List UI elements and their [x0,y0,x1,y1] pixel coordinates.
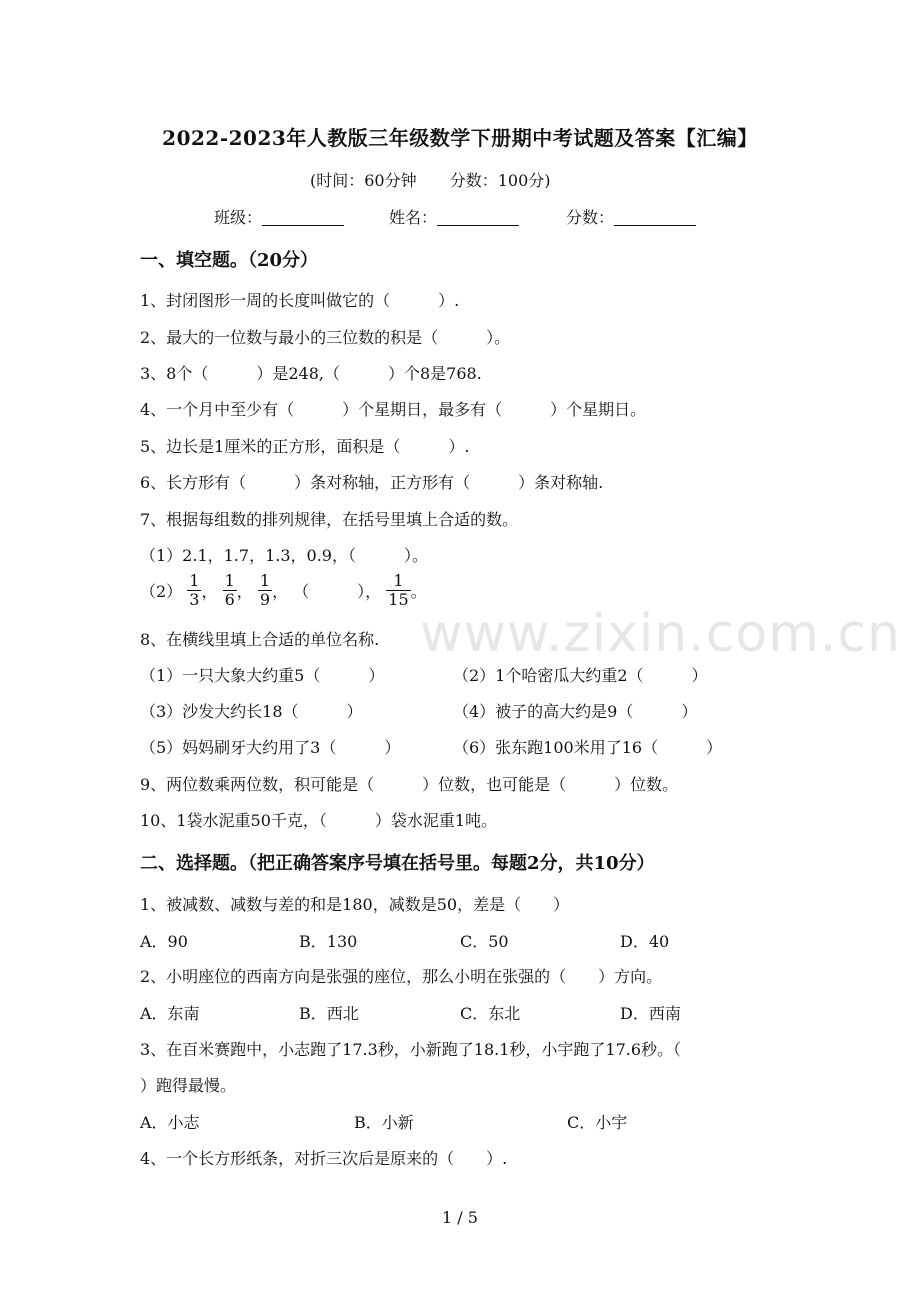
section2-heading: 二、选择题。（把正确答案序号填在括号里。每题2分，共10分） [140,853,655,874]
class-blank[interactable] [262,209,344,226]
q1-option-c: C．50 [460,932,509,951]
class-field [214,205,344,228]
q7-2-blank: （ ）， [293,582,382,601]
fraction-numerator: 1 [386,572,410,591]
q1-option-a: A．90 [140,932,188,951]
s1-question-5: 5、边长是1厘米的正方形，面积是（ ）. [140,437,470,456]
q3-option-b: B．小新 [354,1113,414,1132]
name-label: 姓名： [389,208,438,227]
s2-question-3-line-2: ）跑得最慢。 [140,1076,237,1095]
fraction-1-9 [258,572,272,609]
q8-item-1: （1）一只大象大约重5（ ） [140,666,385,685]
separator: ， [272,582,289,601]
s1-question-7: 7、根据每组数的排列规律，在括号里填上合适的数。 [140,510,519,529]
score-label: 分数： [566,208,615,227]
fraction-numerator: 1 [259,571,271,590]
q2-option-b: B．西北 [299,1004,359,1023]
s2-question-4: 4、一个长方形纸条，对折三次后是原来的（ ）. [140,1149,508,1168]
watermark: www.zixin.com.cn [420,604,901,664]
name-blank[interactable] [437,209,519,226]
q2-option-c: C．东北 [460,1004,521,1023]
score-blank[interactable] [614,209,696,226]
s2-question-1: 1、被减数、减数与差的和是180，减数是50，差是（ ） [140,895,570,914]
q2-option-a: A．东南 [140,1004,200,1023]
fraction-1-6 [223,572,237,609]
q7-2-end: 。 [410,582,427,601]
s1-question-8: 8、在横线里填上合适的单位名称. [140,630,380,649]
s1-question-10: 10、1袋水泥重50千克，（ ）袋水泥重1吨。 [140,811,498,830]
s1-question-2: 2、最大的一位数与最小的三位数的积是（ ）。 [140,328,511,347]
time-limit: (时间：60分钟 [310,171,417,190]
s1-question-7-1: （1）2.1，1.7，1.3，0.9，（ ）。 [140,546,428,565]
q8-item-6: （6）张东跑100米用了16（ ） [453,738,723,757]
s1-question-9: 9、两位数乘两位数，积可能是（ ）位数，也可能是（ ）位数。 [140,775,679,794]
q3-option-a: A．小志 [140,1113,200,1132]
fraction-denominator: 3 [189,590,200,609]
fraction-denominator: 15 [388,590,409,609]
q1-option-d: D．40 [620,932,670,951]
class-label: 班级： [214,208,263,227]
s2-question-3-line-1: 3、在百米赛跑中，小志跑了17.3秒，小新跑了18.1秒，小宇跑了17.6秒。（ [140,1040,682,1059]
exam-meta [310,168,579,191]
s1-question-7-2 [140,572,427,609]
separator: ， [201,582,218,601]
page-title: 2022-2023年人教版三年级数学下册期中考试题及答案【汇编】 [162,126,758,150]
s2-question-2: 2、小明座位的西南方向是张强的座位，那么小明在张强的（ ）方向。 [140,967,663,986]
fraction-denominator: 6 [224,590,235,609]
q8-item-2: （2）1个哈密瓜大约重2（ ） [453,666,708,685]
q8-item-5: （5）妈妈刷牙大约用了3（ ） [140,738,401,757]
fraction-numerator: 1 [189,571,200,590]
s1-question-4: 4、一个月中至少有（ ）个星期日，最多有（ ）个星期日。 [140,400,647,419]
q7-2-prefix: （2） [140,582,183,601]
fraction-1-3 [187,572,201,609]
fraction-numerator: 1 [224,571,235,590]
q1-option-b: B．130 [299,932,358,951]
name-field [389,205,519,228]
q3-option-c: C．小宇 [567,1113,628,1132]
s1-question-6: 6、长方形有（ ）条对称轴，正方形有（ ）条对称轴. [140,473,604,492]
fraction-denominator: 9 [259,590,271,609]
s1-question-1: 1、封闭图形一周的长度叫做它的（ ）. [140,291,460,310]
q8-item-3: （3）沙发大约长18（ ） [140,702,363,721]
q2-option-d: D．西南 [620,1004,681,1023]
separator: ， [236,582,253,601]
s1-question-3: 3、8个（ ）是248,（ ）个8是768. [140,364,482,383]
section1-heading: 一、填空题。（20分） [140,250,319,271]
page-number: 1 / 5 [442,1208,478,1227]
score-total: 分数：100分) [449,171,551,190]
q8-item-4: （4）被子的高大约是9（ ） [453,702,698,721]
score-field [566,205,696,228]
fraction-1-15 [386,572,410,609]
